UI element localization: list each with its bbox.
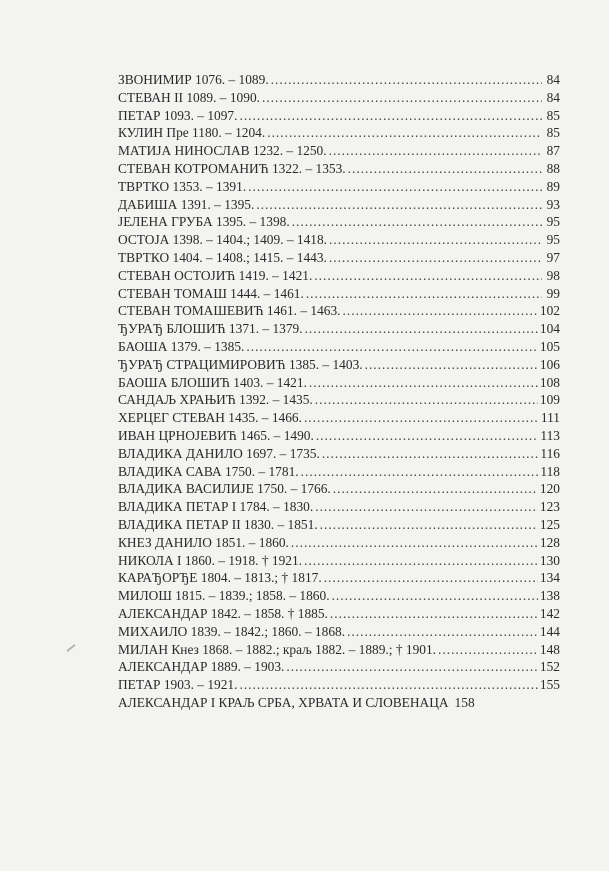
toc-entry-title: САНДАЉ ХРАЊИЋ 1392. – 1435. [118,392,313,408]
toc-entry-title: КНЕЗ ДАНИЛО 1851. – 1860. [118,534,289,550]
toc-leader-dots [292,213,542,231]
toc-entry-title: СТЕВАН ТОМАШЕВИЋ 1461. – 1463. [118,303,341,319]
toc-entry-title: ПЕТАР 1093. – 1097. [118,107,238,123]
toc-entry [118,569,560,587]
toc-page-number: 152 [539,659,560,675]
toc-entry-title: ВЛАДИКА ВАСИЛИЈЕ 1750. – 1766. [118,481,331,497]
toc-page-number: 84 [546,89,560,105]
toc-page-number: 123 [539,499,560,515]
toc-page-number: 148 [539,641,560,657]
toc-entry-title: ТВРТКО 1353. – 1391. [118,178,247,194]
toc-page-number: 120 [539,481,560,497]
toc-page-number: 155 [539,677,560,693]
toc-page-number: 125 [539,516,560,532]
toc-leader-dots [315,391,538,409]
toc-page-number: 95 [546,214,560,230]
toc-leader-dots [239,107,542,125]
toc-entry-title: ВЛАДИКА ПЕТАР I 1784. – 1830. [118,499,314,515]
toc-page-number: 111 [540,410,560,426]
toc-entry [118,178,560,196]
toc-entry-title: МИЛОШ 1815. – 1839.; 1858. – 1860. [118,588,330,604]
toc-entry [118,320,560,338]
toc-entry [118,587,560,605]
toc-leader-dots [316,427,539,445]
toc-leader-dots [262,89,542,107]
toc-leader-dots [347,623,538,641]
toc-leader-dots [306,285,542,303]
toc-entry [118,694,560,712]
toc-leader-dots [330,605,538,623]
toc-leader-dots [348,160,542,178]
toc-entry [118,267,560,285]
toc-entry-title: КАРАЂОРЂЕ 1804. – 1813.; † 1817. [118,570,322,586]
toc-entry-title: ЂУРАЂ СТРАЦИМИРОВИЋ 1385. – 1403. [118,356,363,372]
toc-leader-dots [286,658,538,676]
toc-entry-title: МИЛАН Кнез 1868. – 1882.; краљ 1882. – 1889.; † 1901. [118,641,437,657]
toc-leader-dots [343,302,538,320]
toc-entry [118,641,560,659]
toc-page-number: 130 [539,552,560,568]
toc-leader-dots [365,356,538,374]
toc-page-number: 109 [539,392,560,408]
toc-entry [118,391,560,409]
toc-page-number: 104 [539,321,560,337]
toc-entry [118,445,560,463]
toc-entry-title: ВЛАДИКА САВА 1750. – 1781. [118,463,299,479]
toc-entry-title: СТЕВАН ТОМАШ 1444. – 1461. [118,285,304,301]
toc-entry [118,534,560,552]
toc-entry [118,89,560,107]
toc-leader-dots [304,409,539,427]
toc-leader-dots [324,569,538,587]
toc-page-number: 99 [546,285,560,301]
toc-entry-title: ВЛАДИКА ПЕТАР II 1830. – 1851. [118,516,318,532]
toc-entry-title: ПЕТАР 1903. – 1921. [118,677,238,693]
toc-page-number: 95 [546,232,560,248]
toc-leader-dots [329,142,542,160]
toc-entry [118,356,560,374]
toc-entry-title: ВЛАДИКА ДАНИЛО 1697. – 1735. [118,445,320,461]
toc-leader-dots [246,338,538,356]
toc-page-number: 134 [539,570,560,586]
toc-page-number: 87 [546,143,560,159]
toc-entry [118,124,560,142]
toc-entry [118,302,560,320]
toc-entry-title: ЂУРАЂ БЛОШИЋ 1371. – 1379. [118,321,303,337]
toc-entry [118,427,560,445]
toc-page-number: 128 [539,534,560,550]
toc-entry-title: ЈЕЛЕНА ГРУБА 1395. – 1398. [118,214,290,230]
toc-page-number: 106 [539,356,560,372]
toc-entry [118,71,560,89]
toc-entry-title: ИВАН ЦРНОЈЕВИЋ 1465. – 1490. [118,427,314,443]
toc-entry-title: ХЕРЦЕГ СТЕВАН 1435. – 1466. [118,410,302,426]
toc-leader-dots [333,480,538,498]
toc-entry-title: АЛЕКСАНДАР I КРАЉ СРБА, ХРВАТА И СЛОВЕНАЦА [118,694,449,710]
toc-leader-dots [267,124,542,142]
toc-entry [118,196,560,214]
toc-entry [118,338,560,356]
toc-leader-dots [304,552,538,570]
toc-page-number: 113 [540,427,560,443]
toc-entry [118,231,560,249]
toc-entry-title: ДАБИША 1391. – 1395. [118,196,255,212]
toc-entry-title: АЛЕКСАНДАР 1889. – 1903. [118,659,285,675]
toc-leader-dots [329,231,542,249]
toc-entry-title: НИКОЛА I 1860. – 1918. † 1921. [118,552,303,568]
toc-leader-dots [271,71,542,89]
toc-page-number: 84 [546,72,560,87]
toc-entry [118,463,560,481]
toc-entry-title: СТЕВАН КОТРОМАНИЋ 1322. – 1353. [118,160,346,176]
toc-entry-title: ТВРТКО 1404. – 1408.; 1415. – 1443. [118,249,327,265]
toc-page-number: 97 [546,249,560,265]
toc-page-number: 105 [539,338,560,354]
toc-page-number: 85 [546,125,560,141]
toc-entry-title: МИХАИЛО 1839. – 1842.; 1860. – 1868. [118,623,346,639]
toc-entry-title: БАОША БЛОШИЋ 1403. – 1421. [118,374,307,390]
toc-entry [118,480,560,498]
toc-leader-dots [309,374,538,392]
toc-page-number: 102 [539,303,560,319]
toc-entry [118,623,560,641]
toc-entry [118,374,560,392]
toc-page-number: 93 [546,196,560,212]
toc-leader-dots [320,516,538,534]
toc-leader-dots [256,196,542,214]
toc-page-number: 88 [546,160,560,176]
toc-entry [118,409,560,427]
toc-entry-title: БАОША 1379. – 1385. [118,338,245,354]
toc-entry-title: АЛЕКСАНДАР 1842. – 1858. † 1885. [118,605,328,621]
toc-entry [118,658,560,676]
toc-entry [118,142,560,160]
toc-page-number: 144 [539,623,560,639]
toc-entry-title: СТЕВАН ОСТОЈИЋ 1419. – 1421. [118,267,313,283]
toc-entry-title: МАТИЈА НИНОСЛАВ 1232. – 1250. [118,143,327,159]
toc-entry-title: СТЕВАН II 1089. – 1090. [118,89,260,105]
toc-entry [118,498,560,516]
toc-leader-dots [322,445,539,463]
toc-page-number: 89 [546,178,560,194]
toc-entry [118,605,560,623]
toc-leader-dots [239,676,537,694]
toc-page-number: 118 [540,463,560,479]
toc-leader-dots [248,178,542,196]
toc-entry [118,552,560,570]
toc-page-number: 85 [546,107,560,123]
toc-leader-dots [329,249,542,267]
toc-leader-dots [315,498,538,516]
toc-entry [118,249,560,267]
toc-entry [118,213,560,231]
toc-page-number: 138 [539,588,560,604]
toc-leader-dots [438,641,538,659]
pencil-mark [66,644,75,652]
toc-entry-title: ОСТОЈА 1398. – 1404.; 1409. – 1418. [118,232,328,248]
toc-leader-dots [305,320,538,338]
toc-leader-dots [291,534,538,552]
toc-entry-title: ЗВОНИМИР 1076. – 1089. [118,72,269,87]
toc-page-number: 98 [546,267,560,283]
toc-entry [118,516,560,534]
toc-leader-dots [314,267,542,285]
toc-page-number: 142 [539,605,560,621]
toc-leader-dots [301,463,539,481]
toc-page-number: 158 [454,694,475,710]
toc-entry [118,285,560,303]
table-of-contents [118,71,560,712]
toc-entry [118,107,560,125]
toc-leader-dots [332,587,538,605]
toc-page-number: 108 [539,374,560,390]
toc-entry-title: КУЛИН Пре 1180. – 1204. [118,125,266,141]
toc-entry [118,160,560,178]
toc-page-number: 116 [540,445,560,461]
toc-entry [118,676,560,694]
